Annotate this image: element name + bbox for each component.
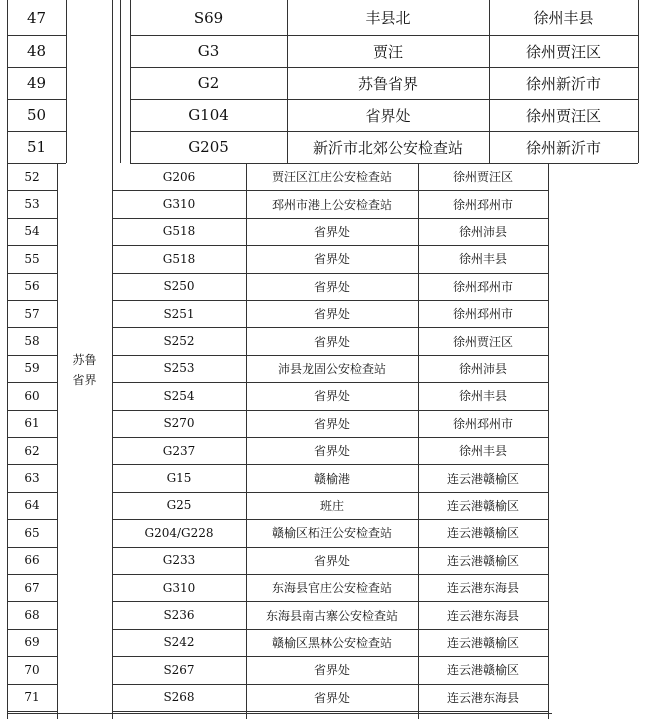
- table-rule: [130, 35, 638, 36]
- row-number: 49: [26, 74, 47, 92]
- table-rule: [7, 131, 66, 132]
- region-name: 连云港赣榆区: [446, 471, 519, 486]
- table-rule: [112, 273, 548, 274]
- region-name: 徐州丰县: [458, 389, 507, 404]
- table-rule: [112, 163, 113, 719]
- row-number: 64: [24, 498, 40, 513]
- road-code: G206: [162, 169, 196, 184]
- checkpoint-location: 贾汪: [372, 42, 403, 61]
- row-number: 69: [24, 635, 40, 650]
- group-label-line: 苏鲁: [72, 353, 97, 367]
- road-code: G104: [188, 106, 229, 124]
- table-rule: [418, 163, 419, 719]
- table-rule: [7, 327, 57, 328]
- region-name: 徐州贾汪区: [452, 334, 513, 349]
- checkpoint-location: 苏鲁省界: [357, 74, 418, 93]
- road-code: S270: [163, 416, 195, 431]
- road-code: S268: [163, 690, 195, 705]
- table-rule: [7, 547, 57, 548]
- row-number: 59: [24, 361, 40, 376]
- region-name: 徐州邳州市: [452, 416, 513, 431]
- group-label-line: 省界: [72, 373, 97, 387]
- table-rule: [112, 382, 548, 383]
- region-name: 徐州沛县: [458, 224, 507, 239]
- road-code: G3: [197, 42, 220, 60]
- table-rule: [7, 601, 57, 602]
- table-rule: [66, 0, 67, 163]
- row-number: 58: [24, 334, 40, 349]
- road-code: S267: [163, 662, 195, 677]
- region-name: 连云港东海县: [446, 608, 519, 623]
- region-name: 徐州丰县: [458, 252, 507, 267]
- table-rule: [7, 574, 57, 575]
- road-code: G15: [166, 471, 192, 486]
- row-number: 57: [24, 306, 40, 321]
- region-name: 徐州贾汪区: [525, 106, 601, 125]
- row-number: 68: [24, 608, 40, 623]
- road-code: G237: [162, 443, 196, 458]
- table-rule: [130, 67, 638, 68]
- region-name: 连云港东海县: [446, 581, 519, 596]
- table-rule: [7, 218, 57, 219]
- table-rule: [7, 519, 57, 520]
- row-number: 71: [24, 690, 40, 705]
- road-code: G518: [162, 224, 196, 239]
- row-number: 60: [24, 388, 40, 403]
- region-name: 连云港赣榆区: [446, 526, 519, 541]
- checkpoint-location: 省界处: [313, 444, 350, 459]
- table-rule: [112, 0, 113, 163]
- table-rule: [7, 492, 57, 493]
- region-name: 徐州新沂市: [525, 138, 601, 157]
- row-number: 62: [24, 443, 40, 458]
- row-number: 70: [24, 662, 40, 677]
- table-rule: [130, 0, 131, 163]
- road-code: G2: [197, 74, 220, 92]
- table-rule: [7, 99, 66, 100]
- row-number: 67: [24, 580, 40, 595]
- road-code: S242: [163, 635, 195, 650]
- table-rule: [112, 410, 548, 411]
- road-code: G204/G228: [144, 525, 214, 540]
- table-rule: [7, 245, 57, 246]
- group-label: [57, 340, 112, 400]
- table-rule: [7, 711, 57, 712]
- road-code: S253: [163, 361, 195, 376]
- row-number: 55: [24, 251, 40, 266]
- table-rule: [7, 629, 57, 630]
- table-rule: [7, 0, 8, 163]
- road-code: S254: [163, 388, 195, 403]
- checkpoint-location: 省界处: [313, 553, 350, 568]
- table-rule: [112, 684, 548, 685]
- row-number: 66: [24, 553, 40, 568]
- checkpoint-location: 邳州市港上公安检查站: [271, 197, 392, 212]
- region-name: 连云港赣榆区: [446, 553, 519, 568]
- table-rule: [7, 35, 66, 36]
- table-rule: [112, 327, 548, 328]
- checkpoint-location: 省界处: [313, 663, 350, 678]
- region-name: 徐州邳州市: [452, 307, 513, 322]
- table-rule: [112, 492, 548, 493]
- table-rule: [7, 713, 552, 714]
- region-name: 连云港赣榆区: [446, 635, 519, 650]
- table-rule: [287, 0, 288, 163]
- table-rule: [489, 0, 490, 163]
- table-rule: [112, 300, 548, 301]
- table-rule: [7, 67, 66, 68]
- checkpoint-location: 赣榆港: [313, 471, 350, 486]
- table-rule: [7, 382, 57, 383]
- region-name: 连云港赣榆区: [446, 498, 519, 513]
- table-rule: [7, 190, 57, 191]
- checkpoint-location: 新沂市北郊公安检查站: [312, 138, 463, 157]
- table-rule: [112, 519, 548, 520]
- table-rule: [7, 355, 57, 356]
- table-rule: [112, 218, 548, 219]
- checkpoint-location: 省界处: [313, 389, 350, 404]
- region-name: 徐州丰县: [533, 9, 594, 27]
- checkpoint-location: 省界处: [313, 307, 350, 322]
- road-code: S236: [163, 608, 195, 623]
- checkpoint-location: 贾汪区江庄公安检查站: [271, 170, 392, 185]
- row-number: 61: [24, 416, 40, 431]
- road-code: G233: [162, 553, 196, 568]
- row-number: 51: [26, 138, 47, 156]
- table-rule: [7, 684, 57, 685]
- road-code: G518: [162, 251, 196, 266]
- checkpoint-location: 省界处: [313, 279, 350, 294]
- region-name: 徐州邳州市: [452, 197, 513, 212]
- table-rule: [130, 131, 638, 132]
- road-code: S251: [163, 306, 195, 321]
- table-rule: [112, 464, 548, 465]
- table-rule: [112, 656, 548, 657]
- checkpoint-location: 省界处: [313, 416, 350, 431]
- table-rule: [7, 300, 57, 301]
- row-number: 54: [24, 224, 40, 239]
- region-name: 徐州贾汪区: [525, 42, 601, 61]
- table-rule: [112, 711, 548, 712]
- table-rule: [7, 273, 57, 274]
- table-rule: [112, 601, 548, 602]
- row-number: 52: [24, 169, 40, 184]
- region-name: 徐州邳州市: [452, 279, 513, 294]
- checkpoint-location: 赣榆区柘汪公安检查站: [271, 526, 392, 541]
- row-number: 56: [24, 279, 40, 294]
- checkpoint-location: 省界处: [313, 334, 350, 349]
- road-code: S69: [193, 8, 224, 27]
- checkpoint-location: 省界处: [313, 690, 350, 705]
- checkpoint-location: 东海县官庄公安检查站: [271, 581, 392, 596]
- road-code: S252: [163, 334, 195, 349]
- row-number: 48: [26, 42, 47, 60]
- table-rule: [7, 163, 8, 719]
- table-rule: [7, 656, 57, 657]
- row-number: 65: [24, 525, 40, 540]
- region-name: 徐州丰县: [458, 444, 507, 459]
- table-rule: [112, 629, 548, 630]
- table-rule: [57, 163, 58, 719]
- table-rule: [130, 99, 638, 100]
- checkpoint-location: 省界处: [313, 252, 350, 267]
- checkpoint-location: 沛县龙固公安检查站: [277, 361, 386, 376]
- table-rule: [112, 245, 548, 246]
- region-name: 连云港赣榆区: [446, 663, 519, 678]
- table-rule: [112, 547, 548, 548]
- row-number: 53: [24, 197, 40, 212]
- checkpoint-location: 班庄: [319, 498, 344, 513]
- row-number: 63: [24, 471, 40, 486]
- table-rule: [7, 437, 57, 438]
- checkpoint-location: 省界处: [313, 224, 350, 239]
- road-code: G25: [166, 498, 192, 513]
- table-rule: [7, 410, 57, 411]
- table-rule: [112, 190, 548, 191]
- table-rule: [120, 0, 121, 163]
- table-rule: [112, 574, 548, 575]
- table-rule: [7, 464, 57, 465]
- table-rule: [246, 163, 247, 719]
- checkpoint-location: 赣榆区黑林公安检查站: [271, 635, 392, 650]
- road-code: S250: [163, 279, 195, 294]
- row-number: 47: [26, 8, 47, 27]
- region-name: 徐州贾汪区: [452, 170, 513, 185]
- table-rule: [112, 437, 548, 438]
- road-code: G205: [188, 138, 229, 156]
- road-code: G310: [162, 580, 196, 595]
- region-name: 徐州沛县: [458, 361, 507, 376]
- checkpoint-location: 丰县北: [365, 9, 411, 27]
- table-rule: [548, 163, 549, 719]
- region-name: 徐州新沂市: [525, 74, 601, 93]
- region-name: 连云港东海县: [446, 690, 519, 705]
- road-code: G310: [162, 197, 196, 212]
- table-rule: [638, 0, 639, 163]
- row-number: 50: [26, 106, 47, 124]
- checkpoint-location: 省界处: [365, 106, 411, 125]
- table-rule: [112, 355, 548, 356]
- checkpoint-location: 东海县南古寨公安检查站: [265, 608, 398, 623]
